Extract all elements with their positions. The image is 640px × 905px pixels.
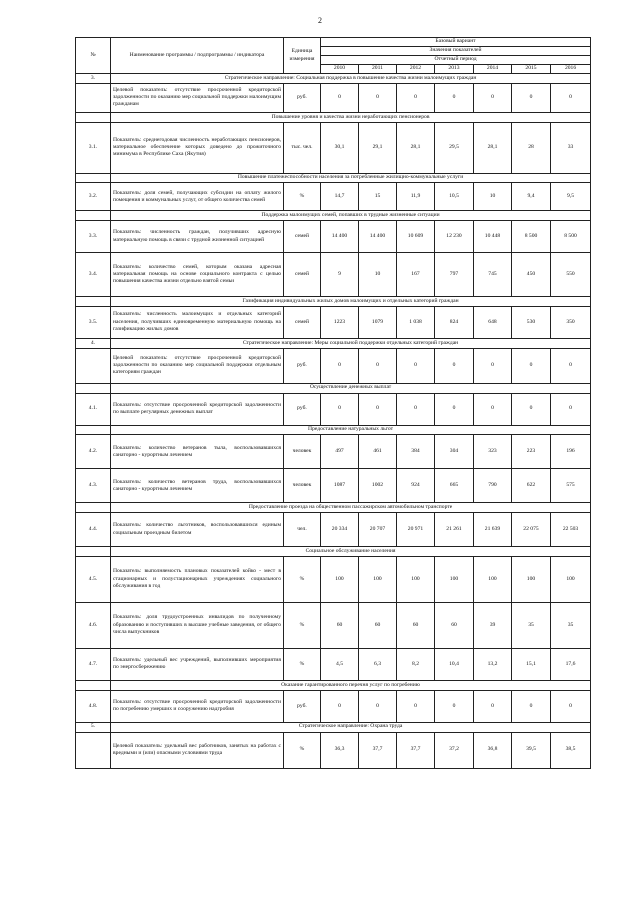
value-cell: 14 400 (359, 221, 397, 253)
value-cell: 0 (321, 690, 359, 722)
value-cell: 0 (359, 348, 397, 383)
section-title: Повышение платежеспособности населения за потребленные жилищно-коммунальные услуги (111, 173, 591, 183)
row-number (76, 83, 111, 112)
value-cell: 36,3 (321, 732, 359, 768)
unit-cell: руб. (284, 83, 321, 112)
header-year: 2011 (359, 65, 397, 74)
indicator-name: Показатель: отсутствие просроченной кредиторской задолженности по погребению умерших и сооружению надгробия (111, 690, 284, 722)
value-cell: 790 (474, 469, 512, 503)
indicator-name: Целевой показатель: удельный вес работников, занятых на работах с вредными и (или) опасными условиями труда (111, 732, 284, 768)
section-title: Стратегическое направление: Меры социальной поддержки отдельных категорий граждан (111, 338, 591, 348)
unit-cell: человек (284, 435, 321, 469)
value-cell: 37,7 (397, 732, 435, 768)
section-number (76, 383, 111, 393)
value-cell: 9,5 (551, 183, 591, 211)
value-cell: 14 400 (321, 221, 359, 253)
value-cell: 665 (435, 469, 474, 503)
value-cell: 21 639 (474, 513, 512, 547)
row-number: 4.2. (76, 435, 111, 469)
value-cell: 1 038 (397, 306, 435, 338)
row-number: 4.7. (76, 648, 111, 680)
section-row (76, 338, 591, 348)
value-cell: 39,5 (512, 732, 551, 768)
value-cell: 21 261 (435, 513, 474, 547)
value-cell: 0 (474, 83, 512, 112)
indicator-name: Показатель: численность малоимущих и отдельных категорий населения, получивших единовременную материальную помощь на газификацию жилых домов (111, 306, 284, 338)
value-cell: 15,1 (512, 648, 551, 680)
value-cell: 12 230 (435, 221, 474, 253)
indicator-name: Показатель: среднегодовая численность неработающих пенсионеров, материальное обеспечение которых доведено до прожиточного минимума в Республике Саха (Якутия) (111, 122, 284, 173)
value-cell: 0 (435, 690, 474, 722)
value-cell: 0 (359, 690, 397, 722)
value-cell: 9 (321, 253, 359, 297)
value-cell: 0 (512, 348, 551, 383)
value-cell: 223 (512, 435, 551, 469)
value-cell: 0 (435, 393, 474, 425)
value-cell: 0 (321, 393, 359, 425)
value-cell: 797 (435, 253, 474, 297)
indicator-name: Показатель: доля семей, получающих субсидии на оплату жилого помещения и коммунальных услуг, от общего количества семей (111, 183, 284, 211)
value-cell: 530 (512, 306, 551, 338)
value-cell: 100 (512, 556, 551, 602)
section-row (76, 173, 591, 183)
section-number (76, 425, 111, 435)
table-row (76, 648, 591, 680)
value-cell: 0 (435, 348, 474, 383)
value-cell: 550 (551, 253, 591, 297)
section-title: Поддержка малоимущих семей, попавших в трудные жизненные ситуации (111, 211, 591, 221)
table-row (76, 690, 591, 722)
value-cell: 14,7 (321, 183, 359, 211)
row-number: 4.4. (76, 513, 111, 547)
header-unit: Единица измерения (284, 38, 321, 74)
indicator-name: Показатель: численность граждан, получивших адресную материальную помощь в связи с трудной жизненной ситуацией (111, 221, 284, 253)
value-cell: 1087 (321, 469, 359, 503)
value-cell: 9,4 (512, 183, 551, 211)
value-cell: 60 (321, 602, 359, 648)
value-cell: 0 (512, 393, 551, 425)
indicator-name: Показатель: количество ветеранов труда, воспользовавшихся санаторно - курортным лечением (111, 469, 284, 503)
table-row (76, 732, 591, 768)
row-number: 4.5. (76, 556, 111, 602)
section-title: Социальное обслуживание населения (111, 547, 591, 557)
header-variant: Базовый вариант (321, 38, 591, 47)
value-cell: 0 (359, 393, 397, 425)
value-cell: 100 (321, 556, 359, 602)
section-number: 3. (76, 74, 111, 84)
row-number: 3.5. (76, 306, 111, 338)
header-year: 2013 (435, 65, 474, 74)
unit-cell: руб. (284, 690, 321, 722)
value-cell: 29,1 (359, 122, 397, 173)
value-cell: 35 (551, 602, 591, 648)
value-cell: 36,8 (474, 732, 512, 768)
value-cell: 575 (551, 469, 591, 503)
value-cell: 60 (397, 602, 435, 648)
value-cell: 20 707 (359, 513, 397, 547)
section-number (76, 297, 111, 307)
row-number: 3.2. (76, 183, 111, 211)
value-cell: 0 (512, 690, 551, 722)
section-row (76, 211, 591, 221)
value-cell: 0 (321, 348, 359, 383)
value-cell: 10,4 (435, 648, 474, 680)
value-cell: 924 (397, 469, 435, 503)
section-title: Газификация индивидуальных жилых домов малоимущих и отдельных категорий граждан (111, 297, 591, 307)
value-cell: 100 (551, 556, 591, 602)
value-cell: 20 971 (397, 513, 435, 547)
section-number: 4. (76, 338, 111, 348)
value-cell: 0 (551, 690, 591, 722)
value-cell: 8 500 (551, 221, 591, 253)
value-cell: 17,6 (551, 648, 591, 680)
section-row (76, 74, 591, 84)
row-number: 4.8. (76, 690, 111, 722)
section-row (76, 425, 591, 435)
value-cell: 8 500 (512, 221, 551, 253)
indicator-name: Показатель: доля трудоустроенных инвалидов по полученному образованию и поступивших в высшие учебные заведения, от общего числа выпускников (111, 602, 284, 648)
value-cell: 28,1 (474, 122, 512, 173)
value-cell: 824 (435, 306, 474, 338)
value-cell: 6,3 (359, 648, 397, 680)
value-cell: 1223 (321, 306, 359, 338)
value-cell: 10,5 (435, 183, 474, 211)
indicator-name: Целевой показатель: отсутствие просроченной кредиторской задолженности по оказанию мер социальной поддержки малоимущим гражданам (111, 83, 284, 112)
value-cell: 39 (474, 602, 512, 648)
value-cell: 35 (512, 602, 551, 648)
value-cell: 0 (512, 83, 551, 112)
section-number (76, 503, 111, 513)
unit-cell: % (284, 648, 321, 680)
value-cell: 450 (512, 253, 551, 297)
value-cell: 100 (474, 556, 512, 602)
value-cell: 60 (435, 602, 474, 648)
row-number (76, 348, 111, 383)
value-cell: 0 (474, 393, 512, 425)
section-number: 5. (76, 722, 111, 732)
value-cell: 1002 (359, 469, 397, 503)
row-number: 4.3. (76, 469, 111, 503)
unit-cell: человек (284, 469, 321, 503)
value-cell: 196 (551, 435, 591, 469)
header-period: Отчетный период (321, 56, 591, 65)
value-cell: 0 (397, 83, 435, 112)
table-row (76, 253, 591, 297)
indicator-name: Показатель: количество семей, которым оказана адресная материальная помощь на основе социального контракта с целью повышения качества жизни отдельно взятой семьи (111, 253, 284, 297)
header-number: № (76, 38, 111, 74)
unit-cell: % (284, 732, 321, 768)
header-values: Значения показателей (321, 47, 591, 56)
value-cell: 497 (321, 435, 359, 469)
value-cell: 37,7 (359, 732, 397, 768)
section-number (76, 112, 111, 122)
value-cell: 10 (474, 183, 512, 211)
value-cell: 648 (474, 306, 512, 338)
section-title: Оказание гарантированного перечня услуг по погребению (111, 680, 591, 690)
table-row (76, 435, 591, 469)
unit-cell: % (284, 556, 321, 602)
section-row (76, 722, 591, 732)
indicator-name: Показатель: отсутствие просроченной кредиторской задолженности по выплате регулярных денежных выплат (111, 393, 284, 425)
section-title: Осуществление денежных выплат (111, 383, 591, 393)
indicator-name: Показатель: количество льготников, воспользовавшихся единым социальным проездным билетом (111, 513, 284, 547)
value-cell: 167 (397, 253, 435, 297)
value-cell: 0 (435, 83, 474, 112)
value-cell: 60 (359, 602, 397, 648)
page-number: 2 (318, 16, 322, 25)
section-title: Предоставление натуральных льгот (111, 425, 591, 435)
unit-cell: семей (284, 253, 321, 297)
table-row (76, 602, 591, 648)
value-cell: 28,1 (397, 122, 435, 173)
unit-cell: семей (284, 221, 321, 253)
value-cell: 0 (551, 348, 591, 383)
unit-cell: руб. (284, 348, 321, 383)
value-cell: 350 (551, 306, 591, 338)
section-number (76, 211, 111, 221)
table-row (76, 122, 591, 173)
row-number (76, 732, 111, 768)
header-name: Наименование программы / подпрограммы / индикатора (111, 38, 284, 74)
section-row (76, 680, 591, 690)
value-cell: 323 (474, 435, 512, 469)
section-title: Стратегическое направление: Охрана труда (111, 722, 591, 732)
value-cell: 28 (512, 122, 551, 173)
indicator-name: Показатель: удельный вес учреждений, выполнивших мероприятия по энергосбережению (111, 648, 284, 680)
header-year: 2012 (397, 65, 435, 74)
value-cell: 22 503 (551, 513, 591, 547)
section-row (76, 503, 591, 513)
value-cell: 100 (397, 556, 435, 602)
value-cell: 30,1 (321, 122, 359, 173)
header-year: 2014 (474, 65, 512, 74)
value-cell: 29,5 (435, 122, 474, 173)
indicators-table (75, 37, 591, 769)
unit-cell: % (284, 183, 321, 211)
table-row (76, 556, 591, 602)
row-number: 4.1. (76, 393, 111, 425)
value-cell: 0 (474, 348, 512, 383)
indicator-name: Целевой показатель: отсутствие просроченной кредиторской задолженности по оказанию мер социальной поддержки отдельным категориям граждан (111, 348, 284, 383)
value-cell: 10 (359, 253, 397, 297)
section-number (76, 173, 111, 183)
header-year: 2016 (551, 65, 591, 74)
header-year: 2010 (321, 65, 359, 74)
value-cell: 1079 (359, 306, 397, 338)
row-number: 3.4. (76, 253, 111, 297)
table-row (76, 469, 591, 503)
header-year: 2015 (512, 65, 551, 74)
section-title: Предоставление проезда на общественном пассажирском автомобильном транспорте (111, 503, 591, 513)
table-row (76, 306, 591, 338)
value-cell: 0 (397, 690, 435, 722)
row-number: 4.6. (76, 602, 111, 648)
value-cell: 622 (512, 469, 551, 503)
indicator-name: Показатель: количество ветеранов тыла, воспользовавшихся санаторно - курортным лечением (111, 435, 284, 469)
value-cell: 20 334 (321, 513, 359, 547)
unit-cell: семей (284, 306, 321, 338)
value-cell: 4,5 (321, 648, 359, 680)
value-cell: 11,9 (397, 183, 435, 211)
value-cell: 0 (359, 83, 397, 112)
table-row (76, 221, 591, 253)
value-cell: 461 (359, 435, 397, 469)
table-row (76, 513, 591, 547)
section-number (76, 680, 111, 690)
value-cell: 10 448 (474, 221, 512, 253)
section-row (76, 112, 591, 122)
unit-cell: руб. (284, 393, 321, 425)
value-cell: 0 (474, 690, 512, 722)
value-cell: 8,2 (397, 648, 435, 680)
unit-cell: % (284, 602, 321, 648)
section-title: Повышение уровня и качества жизни неработающих пенсионеров (111, 112, 591, 122)
value-cell: 37,2 (435, 732, 474, 768)
value-cell: 0 (551, 393, 591, 425)
value-cell: 100 (435, 556, 474, 602)
value-cell: 304 (435, 435, 474, 469)
row-number: 3.3. (76, 221, 111, 253)
table-row (76, 393, 591, 425)
value-cell: 384 (397, 435, 435, 469)
section-row (76, 297, 591, 307)
section-number (76, 547, 111, 557)
value-cell: 10 609 (397, 221, 435, 253)
table-row (76, 83, 591, 112)
value-cell: 0 (397, 393, 435, 425)
table-row (76, 183, 591, 211)
value-cell: 38,5 (551, 732, 591, 768)
section-row (76, 383, 591, 393)
row-number: 3.1. (76, 122, 111, 173)
indicator-name: Показатель: выполняемость плановых показателей койко - мест в стационарных и полустационарных учреждениях социального обслуживания в год (111, 556, 284, 602)
value-cell: 0 (321, 83, 359, 112)
value-cell: 0 (551, 83, 591, 112)
value-cell: 745 (474, 253, 512, 297)
value-cell: 15 (359, 183, 397, 211)
unit-cell: тыс. чел. (284, 122, 321, 173)
value-cell: 22 075 (512, 513, 551, 547)
unit-cell: чел. (284, 513, 321, 547)
section-row (76, 547, 591, 557)
section-title: Стратегическое направление: Социальная поддержка в повышение качества жизни малоимущих граждан (111, 74, 591, 84)
value-cell: 33 (551, 122, 591, 173)
value-cell: 0 (397, 348, 435, 383)
table-row (76, 348, 591, 383)
value-cell: 13,2 (474, 648, 512, 680)
value-cell: 100 (359, 556, 397, 602)
